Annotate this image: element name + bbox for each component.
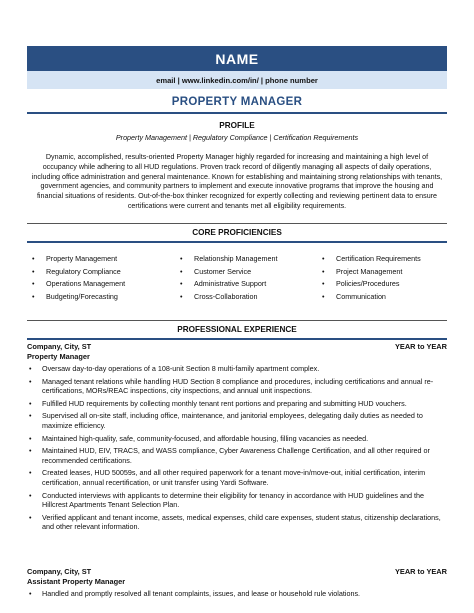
proficiencies-column-1 — [32, 253, 125, 303]
list-item: • Conducted interviews with applicants to determine their eligibility for tenancy in accordance with HUD guidelines and the Hillcrest Apartments Tenant Selection Plan. — [28, 491, 448, 510]
list-item: • Policies/Procedures — [322, 278, 421, 291]
list-item: • Maintained high-quality, safe, community-focused, and affordable housing, filling vacancies as needed. — [28, 434, 448, 444]
job-header — [27, 567, 447, 576]
company-location: Company, City, ST — [27, 342, 92, 351]
list-item: • Created leases, HUD 50059s, and all other required paperwork for a tenant move-in/move-out, initial certification, interim certification, annual recertification, or unit transfer using Yardi Software. — [28, 468, 448, 487]
list-item: • Fulfilled HUD requirements by collecting monthly tenant rent portions and preparing and submitting HUD vouchers. — [28, 399, 448, 409]
job-dates: YEAR to YEAR — [394, 567, 447, 576]
list-item: • Oversaw day-to-day operations of a 108-unit Section 8 multi-family apartment complex. — [28, 364, 448, 374]
list-item: • Verified applicant and tenant income, assets, medical expenses, child care expenses, student status, citizenship declarations, and other relevant information. — [28, 513, 448, 532]
list-item: • Cross-Collaboration — [180, 291, 278, 304]
experience-heading: PROFESSIONAL EXPERIENCE — [177, 325, 297, 334]
list-item: • Maintained HUD, EIV, TRACS, and WASS compliance, Cyber Awareness Challenge Certification, and all other required or recommended certifications. — [28, 446, 448, 465]
job-title: PROPERTY MANAGER — [171, 96, 303, 108]
contact-banner — [27, 71, 447, 89]
proficiencies-column-3 — [322, 253, 421, 303]
job-bullets — [28, 364, 448, 535]
list-item: • Customer Service — [180, 266, 278, 279]
name-banner — [27, 46, 447, 71]
list-item: • Budgeting/Forecasting — [32, 291, 125, 304]
contact-line: email | www.linkedin.com/in/ | phone number — [156, 75, 318, 85]
list-item: • Administrative Support — [180, 278, 278, 291]
company-location: Company, City, ST — [27, 567, 92, 576]
candidate-name: NAME — [215, 50, 259, 67]
profile-heading: PROFILE — [219, 121, 255, 130]
list-item: • Relationship Management — [180, 253, 278, 266]
profile-summary: Dynamic, accomplished, results-oriented Property Manager highly regarded for increasing and maintaining a high level of occupancy while adhering to all HUD regulations. Proven track record of diligently managing all aspects of daily operations, including office administration and general maintenance. Known for establishing and maintaining strong relationships with tenants, government agencies, and community partners to implement and execute innovative programs that improve the housing and financial situations of residents. Out-of-the-box thinker recognized for expertly collecting and reviewing pertinent data to ensure certifications were current and tenants met all eligibility requirements. — [31, 153, 443, 210]
proficiencies-column-2 — [180, 253, 278, 303]
list-item: • Project Management — [322, 266, 421, 279]
list-item: • Handled and promptly resolved all tenant complaints, issues, and lease or household rule violations. — [28, 589, 448, 599]
job-dates: YEAR to YEAR — [394, 342, 447, 351]
list-item: • Managed tenant relations while handling HUD Section 8 compliance and procedures, including certifications and annual re-certifications, MORs/REAC inspections, city inspections, and annual unit inspections. — [28, 377, 448, 396]
job-header — [27, 342, 447, 351]
proficiencies-divider — [27, 241, 447, 243]
list-item: • Certification Requirements — [322, 253, 421, 266]
job-role: Assistant Property Manager — [27, 577, 126, 586]
list-item: • Regulatory Compliance — [32, 266, 125, 279]
experience-divider-top — [27, 320, 447, 321]
list-item: • Supervised all on-site staff, including office, maintenance, and janitorial employees, delegating daily duties as needed to maximize efficiency. — [28, 411, 448, 430]
experience-divider — [27, 338, 447, 340]
job-role: Property Manager — [27, 352, 90, 361]
proficiencies-heading: CORE PROFICIENCIES — [192, 228, 282, 237]
list-item: • Property Management — [32, 253, 125, 266]
title-divider — [27, 112, 447, 114]
job-bullets — [28, 589, 448, 602]
proficiencies-divider-top — [27, 223, 447, 224]
profile-subtitle: Property Management | Regulatory Compliance | Certification Requirements — [115, 133, 359, 142]
list-item: • Communication — [322, 291, 421, 304]
list-item: • Operations Management — [32, 278, 125, 291]
